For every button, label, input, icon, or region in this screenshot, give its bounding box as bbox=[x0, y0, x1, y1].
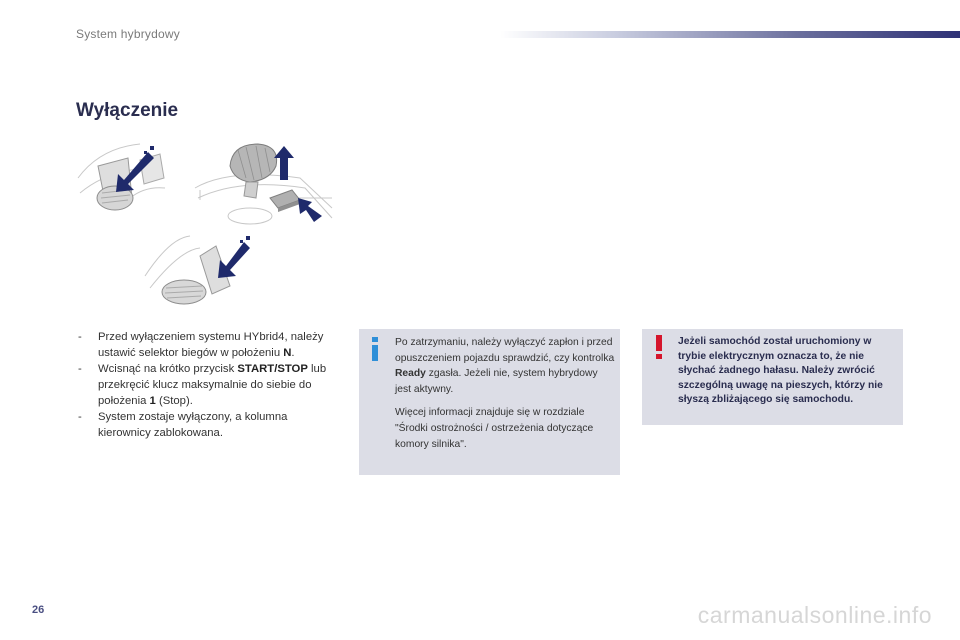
shutdown-steps-list bbox=[78, 329, 340, 441]
step-item: - Wcisnąć na krótko przycisk START/STOP lub przekręcić klucz maksymalnie do siebie do położenia 1 (Stop). bbox=[78, 363, 327, 407]
info-paragraph: Po zatrzymaniu, należy wyłączyć zapłon i przed opuszczeniem pojazdu sprawdzić, czy kontrolka Ready zgasła. Jeżeli nie, system hybrydowy jest aktywny. bbox=[395, 337, 615, 395]
info-box bbox=[359, 329, 620, 475]
step-item: - System zostaje wyłączony, a kolumna kierownicy zablokowana. bbox=[78, 411, 288, 439]
page-number: 26 bbox=[32, 604, 45, 616]
info-icon bbox=[369, 337, 381, 361]
header-gradient-bar bbox=[500, 31, 960, 38]
brake-pedal-left-icon bbox=[97, 154, 164, 210]
info-text bbox=[395, 335, 615, 460]
shutdown-illustration bbox=[70, 138, 345, 310]
warning-text: Jeżeli samochód został uruchomiony w trybie elektrycznym oznacza to, że nie słychać żadnego hałasu. Należy zwrócić szczególną uwagę na pieszych, którzy nie słyszą zbliżającego się samochodu. bbox=[678, 336, 883, 405]
section-title: Wyłączenie bbox=[76, 100, 179, 121]
warning-exclamation-icon bbox=[653, 335, 665, 359]
warning-box bbox=[642, 329, 903, 425]
watermark: carmanualsonline.info bbox=[697, 602, 932, 628]
step-item: - Przed wyłączeniem systemu HYbrid4, należy ustawić selektor biegów w położeniu N. bbox=[78, 331, 324, 359]
start-stop-button-icon bbox=[270, 190, 300, 212]
header-title: System hybrydowy bbox=[76, 27, 180, 41]
gear-selector-icon bbox=[230, 144, 277, 198]
info-paragraph: Więcej informacji znajduje się w rozdziale "Środki ostrożności / ostrzeżenia dotyczące komory silnika". bbox=[395, 407, 594, 450]
